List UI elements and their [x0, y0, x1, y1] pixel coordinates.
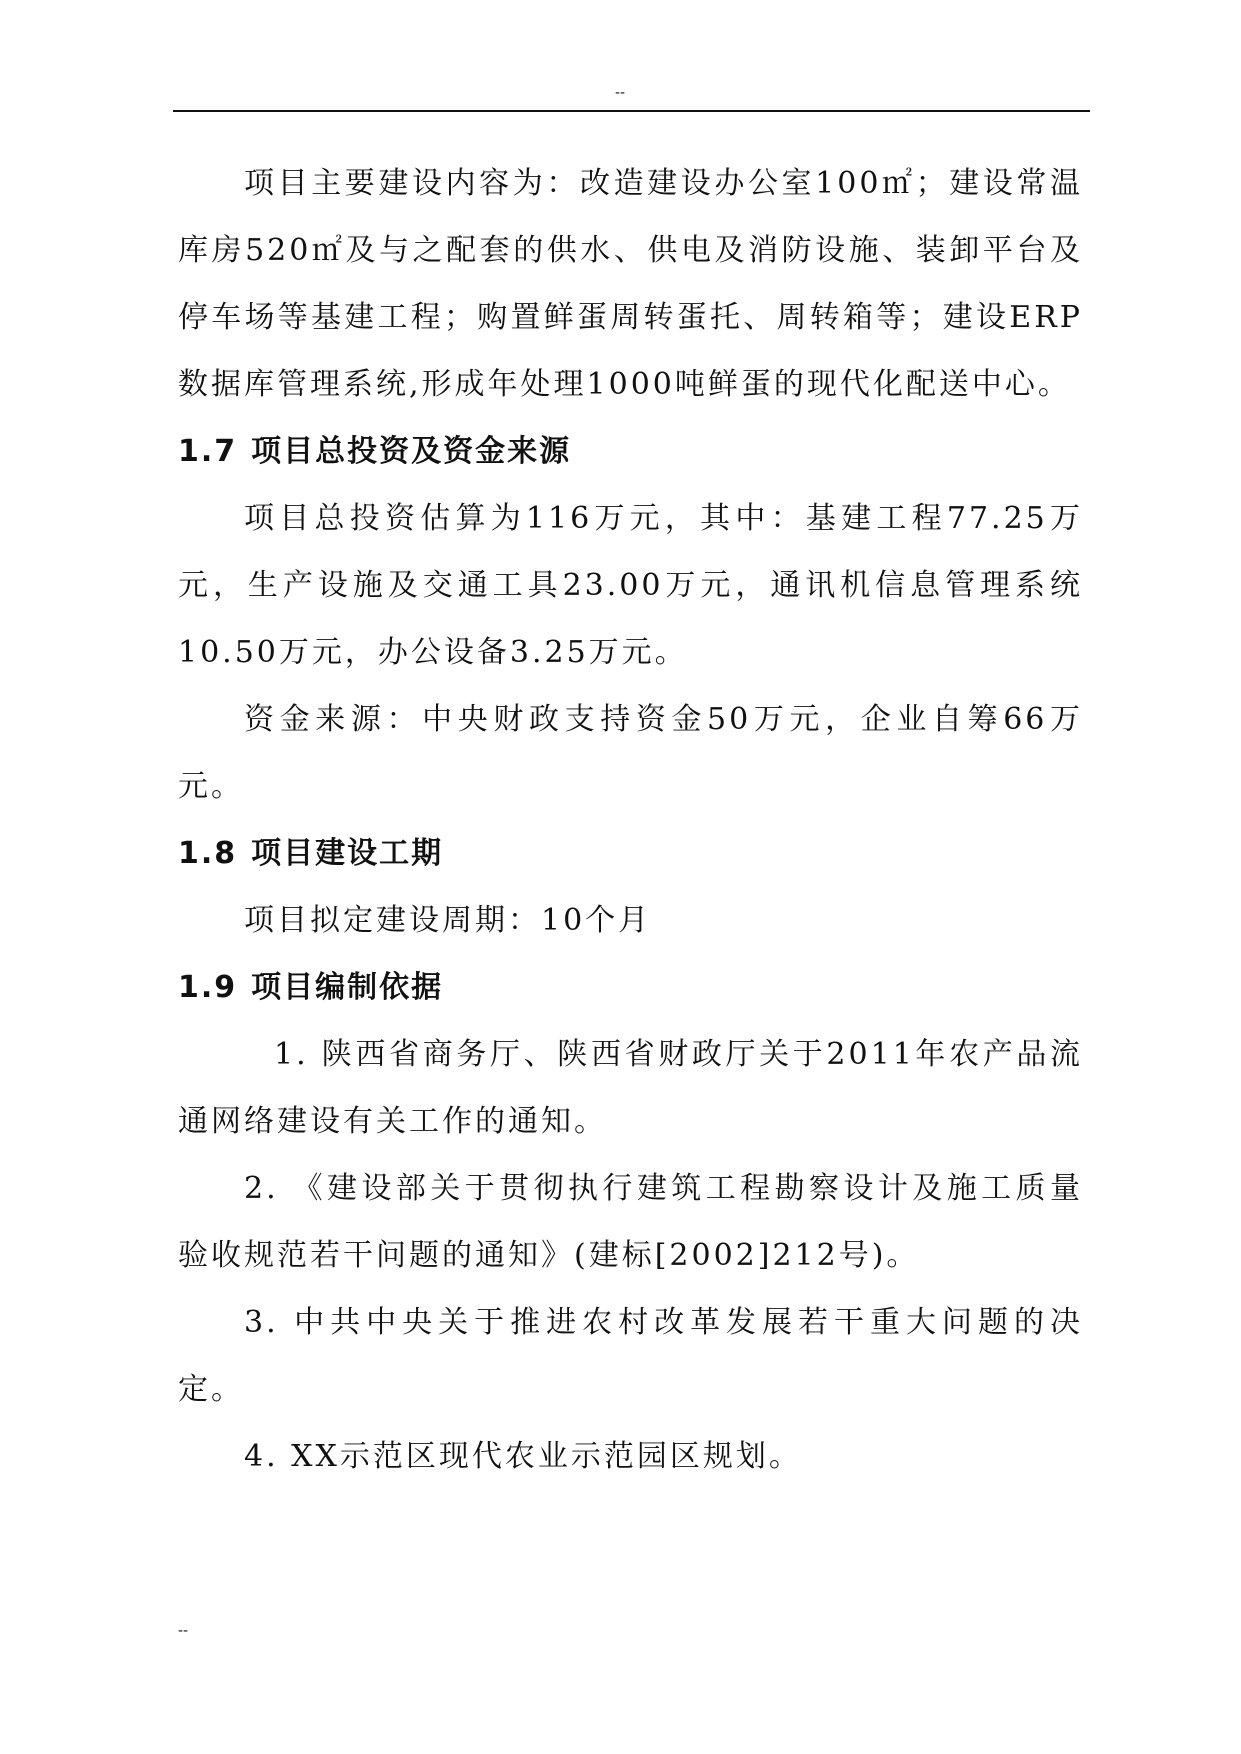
investment-paragraph: 项目总投资估算为116万元，其中：基建工程77.25万元，生产设施及交通工具23.00万元，通讯机信息管理系统10.50万元，办公设备3.25万元。 — [178, 501, 1083, 670]
section-title: 项目建设工期 — [251, 836, 444, 871]
document-body — [178, 150, 1083, 1490]
section-number: 1.8 — [178, 836, 238, 871]
section-heading-1-8 — [178, 820, 1083, 887]
intro-paragraph: 项目主要建设内容为：改造建设办公室100㎡；建设常温库房520㎡及与之配套的供水、供电及消防设施、装卸平台及停车场等基建工程；购置鲜蛋周转蛋托、周转箱等；建设ERP数据库管理系统,形成年处理1000吨鲜蛋的现代化配送中心。 — [178, 166, 1083, 402]
section-title: 项目总投资及资金来源 — [251, 434, 572, 469]
basis-item-2: 2. 《建设部关于贯彻执行建筑工程勘察设计及施工质量验收规范若干问题的通知》(建标[2002]212号)。 — [178, 1171, 1083, 1273]
section-heading-1-7 — [178, 418, 1083, 485]
section-heading-1-9 — [178, 954, 1083, 1021]
header-divider — [173, 110, 1090, 112]
construction-period-paragraph: 项目拟定建设周期：10个月 — [244, 903, 652, 938]
section-number: 1.9 — [178, 970, 238, 1005]
basis-item-4: 4. XX示范区现代农业示范园区规划。 — [244, 1439, 802, 1474]
basis-item-1: 1. 陕西省商务厅、陕西省财政厅关于2011年农产品流通网络建设有关工作的通知。 — [178, 1037, 1083, 1139]
section-title: 项目编制依据 — [251, 970, 444, 1005]
page-header-mark: -- — [614, 85, 626, 101]
funding-source-paragraph: 资金来源：中央财政支持资金50万元，企业自筹66万元。 — [178, 702, 1083, 804]
page-footer-mark: -- — [178, 1623, 189, 1639]
section-number: 1.7 — [178, 434, 238, 469]
basis-item-3: 3. 中共中央关于推进农村改革发展若干重大问题的决定。 — [178, 1305, 1083, 1407]
